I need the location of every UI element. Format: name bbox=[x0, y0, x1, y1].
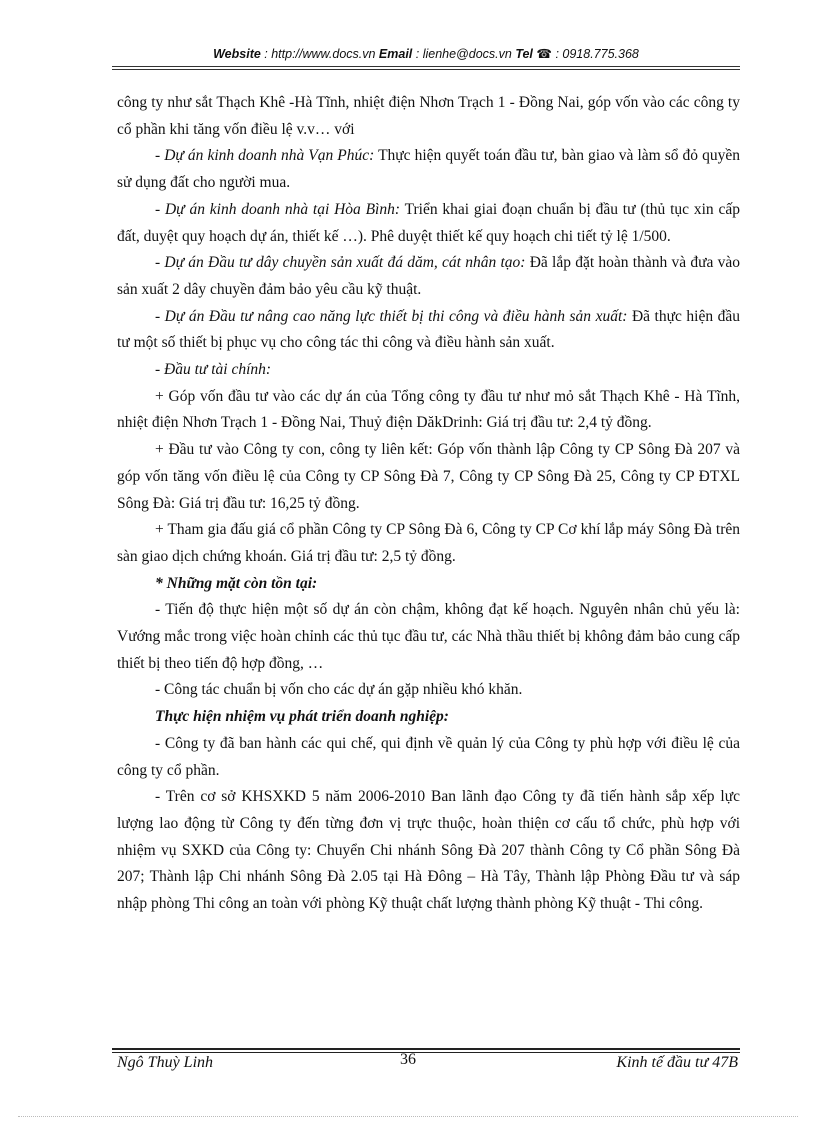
paragraph-text: Thực hiện quyết toán đầu tư, bàn giao và làm sổ đỏ quyền sử dụng đất cho người mua. bbox=[117, 147, 740, 192]
page-edge bbox=[18, 1116, 798, 1117]
email-value: : lienhe@docs.vn bbox=[412, 47, 516, 61]
tel-label: Tel bbox=[515, 47, 533, 61]
website-value: : http://www.docs.vn bbox=[260, 47, 379, 61]
paragraph-text: - Tiến độ thực hiện một số dự án còn chậm, không đạt kế hoạch. Nguyên nhân chủ yếu là: Vướng mắc trong việc hoàn chỉnh các thủ tục đầu tư, các Nhà thầu thiết bị không đảm bảo cung cấp thiết bị theo tiến độ hợp đồng, … bbox=[117, 601, 740, 672]
paragraph-text: + Tham gia đấu giá cổ phần Công ty CP Sông Đà 6, Công ty CP Cơ khí lắp máy Sông Đà trên sàn giao dịch chứng khoán. Giá trị đầu tư: 2,5 tỷ đồng. bbox=[117, 521, 740, 565]
footer-class: Kinh tế đầu tư 47B bbox=[616, 1054, 738, 1071]
paragraph bbox=[117, 597, 740, 677]
document-body bbox=[117, 90, 740, 918]
paragraph-text: - Công tác chuẩn bị vốn cho các dự án gặp nhiều khó khăn. bbox=[155, 681, 523, 699]
paragraph bbox=[117, 250, 740, 303]
paragraph bbox=[117, 197, 740, 250]
paragraph-text: + Đầu tư vào Công ty con, công ty liên kết: Góp vốn thành lập Công ty CP Sông Đà 207 và góp vốn tăng vốn điều lệ của Công ty CP Sông Đà 7, Công ty CP Sông Đà 25, Công ty CP ĐTXL Sông Đà: Giá trị đầu tư: 16,25 tỷ đồng. bbox=[117, 441, 740, 512]
paragraph-lead: - Dự án kinh doanh nhà tại Hòa Bình: bbox=[155, 200, 401, 218]
paragraph-text: + Góp vốn đầu tư vào các dự án của Tổng công ty đầu tư như mỏ sắt Thạch Khê - Hà Tĩnh, nhiệt điện Nhơn Trạch 1 - Đồng Nai, Thuỷ điện DăkDrinh: Giá trị đầu tư: 2,4 tỷ đồng. bbox=[117, 387, 740, 432]
email-label: Email bbox=[378, 47, 413, 61]
paragraph-text: - Công ty đã ban hành các qui chế, qui định về quản lý của Công ty phù hợp với điều lệ của công ty cổ phần. bbox=[117, 734, 740, 779]
tel-value: : 0918.775.368 bbox=[551, 47, 639, 61]
paragraph-text: Triển khai giai đoạn chuẩn bị đầu tư (thủ tục xin cấp đất, duyệt quy hoạch dự án, thiết kế …). Phê duyệt thiết kế quy hoạch chi tiết tỷ lệ 1/500. bbox=[117, 200, 740, 245]
section-heading-text: * Những mặt còn tồn tại: bbox=[155, 574, 318, 592]
paragraph-lead: - Dự án Đầu tư dây chuyền sản xuất đá dăm, cát nhân tạo: bbox=[155, 254, 526, 272]
paragraph bbox=[117, 677, 740, 704]
paragraph bbox=[117, 731, 740, 784]
paragraph bbox=[117, 437, 740, 517]
paragraph-text: Đã lắp đặt hoàn thành và đưa vào sản xuất 2 dây chuyền đảm bảo yêu cầu kỹ thuật. bbox=[117, 254, 740, 298]
website-label: Website bbox=[213, 47, 261, 61]
paragraph-lead: - Đầu tư tài chính: bbox=[155, 361, 272, 379]
section-heading bbox=[117, 571, 740, 598]
paragraph bbox=[117, 90, 740, 143]
paragraph bbox=[117, 143, 740, 196]
paragraph bbox=[117, 384, 740, 437]
paragraph bbox=[117, 517, 740, 570]
footer-author: Ngô Thuỳ Linh bbox=[117, 1054, 214, 1071]
paragraph bbox=[117, 357, 740, 384]
paragraph bbox=[117, 784, 740, 918]
header-divider bbox=[112, 66, 740, 70]
page-number: 36 bbox=[400, 1051, 416, 1068]
page-header bbox=[112, 46, 740, 61]
section-heading-text: Thực hiện nhiệm vụ phát triển doanh nghiệp: bbox=[155, 708, 449, 726]
paragraph-lead: - Dự án Đầu tư nâng cao năng lực thiết bị thi công và điều hành sản xuất: bbox=[155, 307, 628, 325]
paragraph bbox=[117, 304, 740, 357]
paragraph-lead: - Dự án kinh doanh nhà Vạn Phúc: bbox=[155, 147, 375, 165]
section-heading bbox=[117, 704, 740, 731]
paragraph-text: Đã thực hiện đầu tư một số thiết bị phục vụ cho công tác thi công và điều hành sản xuất. bbox=[117, 307, 740, 352]
phone-icon: ☎ bbox=[536, 47, 552, 61]
paragraph-text: - Trên cơ sở KHSXKD 5 năm 2006-2010 Ban lãnh đạo Công ty đã tiến hành sắp xếp lực lượng lao động từ Công ty đến từng đơn vị trực thuộc, hoàn thiện cơ cấu tổ chức, phù hợp với nhiệm vụ SXKD của Công ty: Chuyển Chi nhánh Sông Đà 207 thành Công ty Cổ phần Sông Đà 207; Thành lập Chi nhánh Sông Đà 2.05 tại Hà Đông – Hà Tây, Thành lập Phòng Đầu tư và sáp nhập phòng Thi công an toàn với phòng Kỹ thuật chất lượng thành phòng Kỹ thuật - Thi công. bbox=[117, 788, 740, 913]
paragraph-text: công ty như sắt Thạch Khê -Hà Tĩnh, nhiệt điện Nhơn Trạch 1 - Đồng Nai, góp vốn vào các công ty cổ phần khi tăng vốn điều lệ v.v… với bbox=[117, 94, 740, 138]
